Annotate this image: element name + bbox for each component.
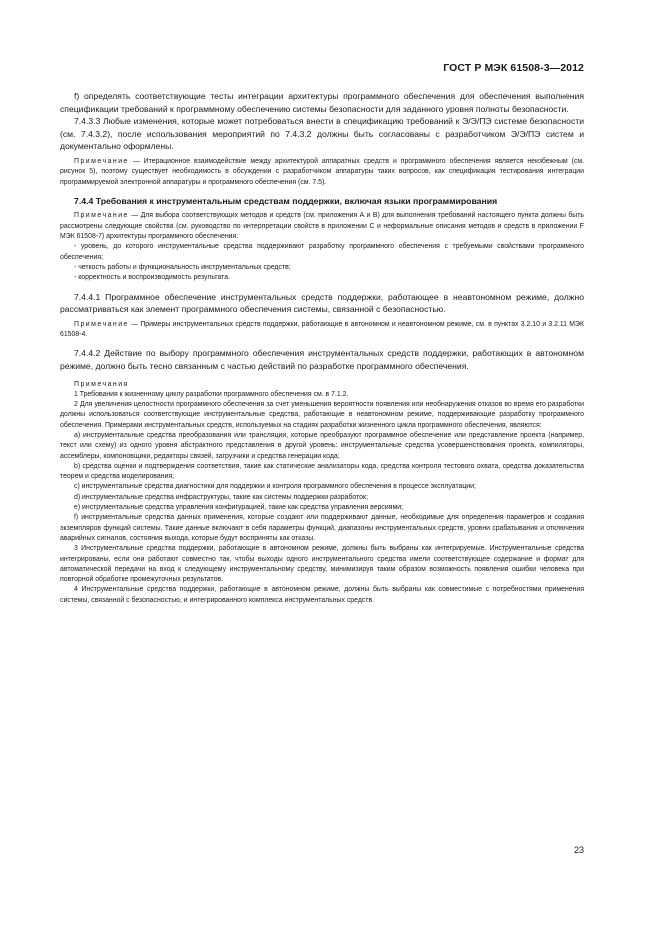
paragraph-7-4-4-2: 7.4.4.2 Действие по выбору программного обеспечения инструментальных средств поддержки, работающих в автономном режиме, должно быть тесно связанным с частью действий по разработке программного обеспечения. (60, 348, 584, 371)
note-tool-selection (60, 211, 584, 242)
page-number: 23 (573, 845, 584, 855)
note-list-item: - четкость работы и функциональность инструментальных средств; (74, 263, 291, 271)
note-text: — Итерационное взаимодействие между архитектурой аппаратных средств и программного обеспечения является неизбежным (см. рисунок 5), поэтому существует необходимость в обсуждении с разработчиком аппаратуры таких вопросов, как спецификация тестирования интеграции программируемой электронной аппаратуры и программного обеспечения (см. 7.5). (60, 157, 584, 186)
paragraph-7-4-3-3: 7.4.3.3 Любые изменения, которые может потребоваться внести в спецификацию требований к Э/Э/ПЭ системе безопасности (см. 7.4.3.2), после использования мероприятий по 7.4.3.2 должны быть согласованы с разработчиком Э/Э/ПЭ систем и документально оформлены. (60, 116, 584, 152)
note-item-2: 2 Для увеличения целостности программного обеспечения за счет уменьшения вероятности появления или необнаружения отказов во время его разработки должны использоваться соответствующие инструментальные средства, работающие в неавтономном режиме, поддерживающие разработку программного обеспечения. Примерами инструментальных средств, используемых на стадиях разработки жизненного цикла программного обеспечения, являются: (60, 401, 584, 429)
paragraph-7-4-3-2-f: f) определять соответствующие тесты интеграции архитектуры программного обеспечения для обеспечения выполнения спецификации требований к программному обеспечению системы безопасности для заданного уровня полноты безопасности. (60, 91, 584, 114)
note-label: Примечание (74, 320, 129, 328)
note-item-2f: f) инструментальные средства данных применения, которые создают или поддерживают данные, необходимые для определения параметров и создания экземпляров функций системы. Такие данные включают в себя параметры функций, диапазоны инструментальных средств, уровни срабатывания и отключения аварийных сигналов, состояния выхода, которые будут восприняты как отказы. (60, 514, 584, 542)
note-list-item: - корректность и воспроизводимость результата. (74, 274, 231, 282)
paragraph-7-4-4-1: 7.4.4.1 Программное обеспечение инструментальных средств поддержки, работающее в неавтономном режиме, должно рассматриваться как элемент программного обеспечения системы, связанной с безопасностью. (60, 291, 584, 315)
note-item-1: 1 Требования к жизненному циклу разработки программного обеспечения см. в 7.1.2. (74, 390, 349, 398)
note-text: — Примеры инструментальных средств поддержки, работающие в автономном и неавтономном режиме, см. в пунктах 3.2.10 и 3.2.11 МЭК 61508-4. (60, 320, 584, 339)
note-item-4: 4 Инструментальные средства поддержки, работающие в автономном режиме, должны быть выбраны как совместимые с потребностями применения системы, связанной с безопасностью, и интегрированного комплекса инструментальных средств. (60, 586, 584, 604)
note-iterative-interaction (60, 157, 584, 188)
section-heading-7-4-4: 7.4.4 Требования к инструментальным средствам поддержки, включая языки программирования (74, 195, 498, 206)
note-item-2b: b) средства оценки и подтверждения соответствия, такие как статические анализаторы кода, средства контроля тестового охвата, средства доказательства теорем и средства моделирования; (60, 462, 584, 481)
document-body (60, 90, 584, 606)
note-text: — Для выбора соответствующих методов и средств (см. приложения А и В) для выполнения требований настоящего пункта должны быть рассмотрены следующие свойства (см. руководство по интерпретации свойств в приложении С и неформальные описания методов и средств в приложении F МЭК 61508-7) архитектуры программного обеспечения: (60, 212, 584, 241)
note-item-2c: с) инструментальные средства диагностики для поддержки и контроля программного обеспечения в процессе эксплуатации; (74, 483, 476, 491)
note-item-2d: d) инструментальные средства инфраструктуры, такие как системы поддержки разработок; (74, 493, 368, 501)
notes-heading: Примечания (74, 380, 129, 388)
note-list-item: - уровень, до которого инструментальные средства поддерживают разработку программного обеспечения с требуемыми свойствами программного обеспечения; (60, 243, 584, 261)
standard-header: ГОСТ Р МЭК 61508-3—2012 (443, 62, 584, 74)
note-item-2e: е) инструментальные средства управления конфигурацией, такие как средства управления версиями; (74, 504, 403, 512)
note-tool-examples (60, 320, 584, 341)
note-label: Примечание (74, 212, 129, 220)
note-label: Примечание (74, 157, 129, 165)
note-item-3: 3 Инструментальные средства поддержки, работающие в автономном режиме, должны быть выбраны как интегрируемые. Инструментальные средства интегрированы, если они работают совместно так, чтобы выходы одного инструментального средства имели соответствующее содержание и формат для автоматической передачи на вход к следующему инструментальному средству, минимизируя таким образом возможность появления ошибки человека при повторной обработке промежуточных результатов. (60, 545, 584, 584)
note-item-2a: а) инструментальные средства преобразования или трансляции, которые преобразуют программное обеспечение или представление проекта (например, текст или схему) из одного уровня абстрактного представления в другой уровень: инструментальные средства усовершенствования проекта, компиляторы, ассемблеры, компоновщики, редакторы связей, загрузчики и средства генерации кода; (60, 431, 584, 460)
